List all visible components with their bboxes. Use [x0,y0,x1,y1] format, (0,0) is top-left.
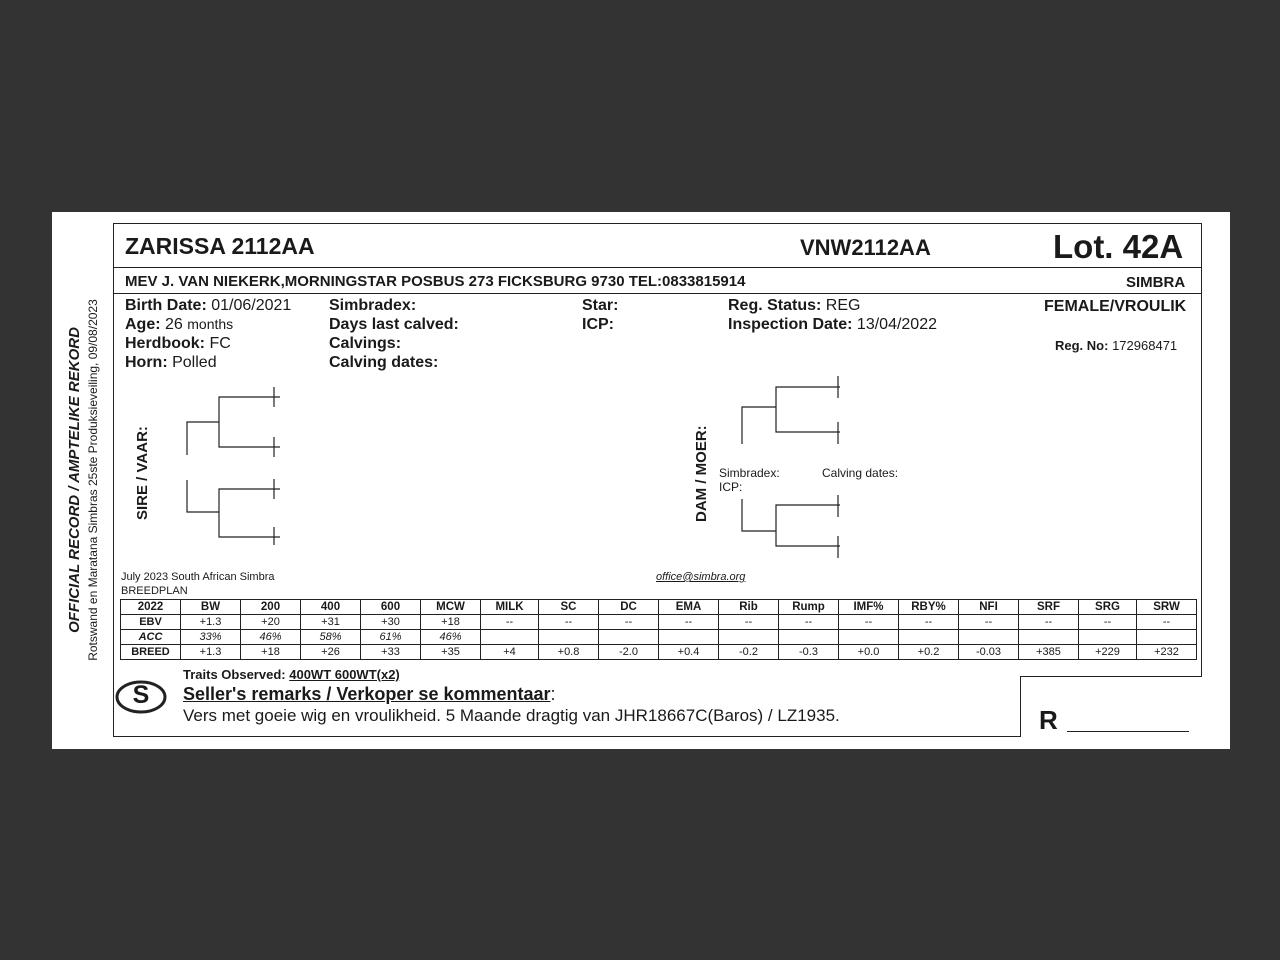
dam-icp-label: ICP: [719,480,743,494]
birth-date: Birth Date: 01/06/2021 [125,297,292,314]
simbra-logo-icon: S [114,677,168,717]
sale-info-label: Rotswand en Maratana Simbras 25ste Produksieveiling, 09/08/2023 [86,299,100,661]
simbradex-label: Simbradex: [329,297,417,314]
owner-details: MEV J. VAN NIEKERK,MORNINGSTAR POSBUS 273 FICKSBURG 9730 TEL:0833815914 [125,273,746,290]
horn: Horn: Polled [125,354,217,371]
office-email[interactable]: office@simbra.org [656,571,746,583]
herdbook: Herdbook: FC [125,335,231,352]
icp-label: ICP: [582,316,614,333]
reg-status: Reg. Status: REG [728,297,861,314]
price-label: R [1039,705,1058,735]
side-text [42,260,102,700]
reg-number: Reg. No: 172968471 [1055,338,1178,353]
official-record-label: OFFICIAL RECORD / AMPTELIKE REKORD [66,327,83,633]
breed-label: SIMBRA [1126,274,1186,291]
dam-label: DAM / MOER: [693,425,710,522]
traits-observed: Traits Observed: 400WT 600WT(x2) [183,667,400,682]
sex-label: FEMALE/VROULIK [1044,298,1187,315]
calvings-label: Calvings: [329,335,402,352]
traits-header-row: 2022 BW 200 400 600 MCW MILK SC DC EMA Rib Rump IMF% RBY% NFI SRF SRG SRW [121,600,1197,615]
traits-table [120,599,1197,660]
traits-acc-row: ACC 33% 46% 58% 61% 46% [121,630,1197,645]
source-line-2: BREEDPLAN [121,585,188,597]
traits-ebv-row: EBV +1.3 +20 +31 +30 +18 -- -- -- -- -- -- -- -- -- -- -- -- [121,615,1197,630]
source-line-1: July 2023 South African Simbra [121,571,275,583]
price-field[interactable] [1067,731,1189,732]
inspection-date: Inspection Date: 13/04/2022 [728,316,937,333]
dam-simbradex-label: Simbradex: [719,466,780,480]
animal-id: VNW2112AA [800,235,931,260]
lot-number: Lot. 42A [1053,228,1184,265]
sire-label: SIRE / VAAR: [134,426,151,520]
sire-pedigree-tree [180,385,290,545]
animal-name: ZARISSA 2112AA [125,233,315,259]
age: Age: 26 months [125,316,234,333]
dam-calving-dates-label: Calving dates: [822,466,899,480]
traits-breed-row: BREED +1.3 +18 +26 +33 +35 +4 +0.8 -2.0 +0.4 -0.2 -0.3 +0.0 +0.2 -0.03 +385 +229 +232 [121,645,1197,660]
seller-remarks-text: Vers met goeie wig en vroulikheid. 5 Maande dragtig van JHR18667C(Baros) / LZ1935. [183,706,840,725]
seller-remarks-title: Seller's remarks / Verkoper se kommentaar: [183,684,556,704]
calving-dates-label: Calving dates: [329,354,439,371]
star-label: Star: [582,297,619,314]
days-last-calved-label: Days last calved: [329,316,459,333]
